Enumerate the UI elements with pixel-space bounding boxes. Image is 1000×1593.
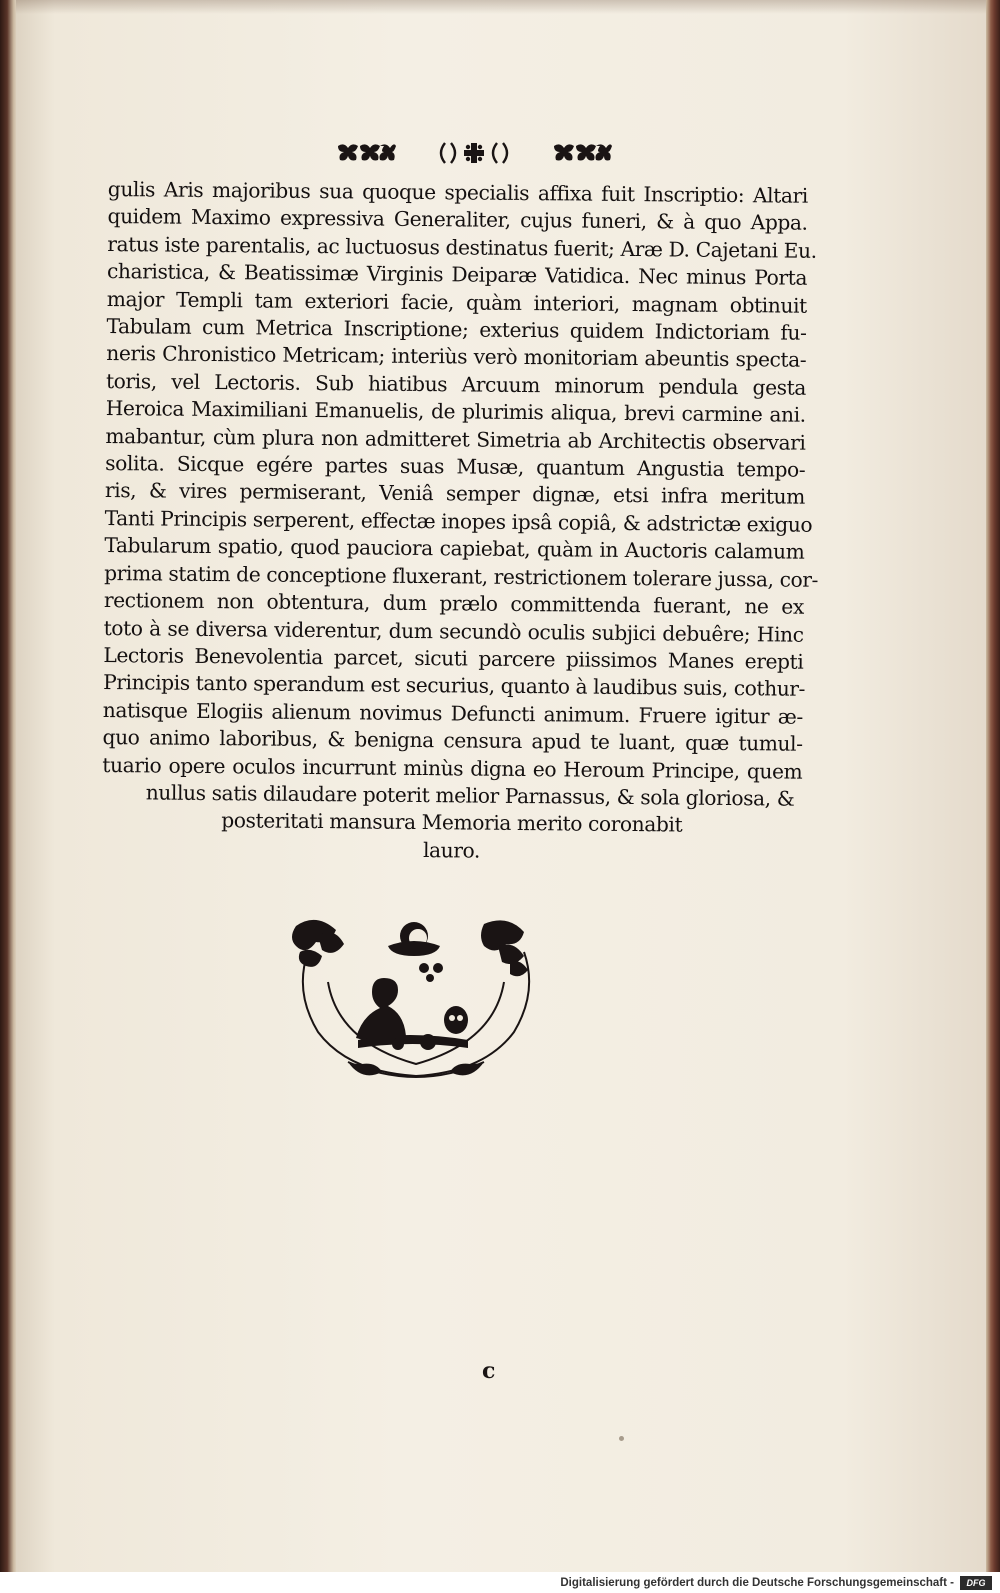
- text-line: toto à se diversa viderentur, dum secundò oculis subjici debuêre; Hinc: [103, 615, 804, 647]
- text-line: charistica, & Beatissimæ Virginis Deiparæ Vatidica. Nec minus Porta: [106, 259, 808, 290]
- text-line: toris, vel Lectoris. Sub hiatibus Arcuum minorum pendula gesta: [105, 368, 807, 400]
- body-text: [101, 176, 819, 868]
- paper-speck: [619, 1436, 624, 1441]
- footer-credit: Digitalisierung gefördert durch die Deutsche Forschungsgemeinschaft -: [560, 1576, 954, 1589]
- text-line: lauro.: [422, 837, 481, 863]
- text-line: major Templi tam exteriori facie, quàm interiori, magnam obtinuit: [106, 286, 807, 318]
- text-line: gulis Aris majoribus sua quoque specialis affixa fuit Inscriptio: Altari: [107, 176, 808, 208]
- text-line: ris, & vires permiserant, Veniâ semper dignæ, etsi infra meritum: [104, 478, 806, 510]
- text-line: mabantur, cùm plura non admitteret Simetria ab Architectis observari: [105, 423, 806, 455]
- woodcut-vignette-icon: [288, 912, 544, 1088]
- text-line: solita. Sicque egére partes suas Musæ, quantum Angustia tempo-: [105, 451, 806, 482]
- text-line: Tabularum spatio, quod pauciora capiebat, quàm in Auctoris calamum: [104, 533, 805, 564]
- text-line: ratus iste parentalis, ac luctuosus destinatus fuerit; Aræ D. Cajetani Eu.: [107, 231, 817, 263]
- text-line: Heroica Maximiliani Emanuelis, de plurimis aliqua, brevi carmine ani.: [105, 396, 806, 427]
- fleuron-left-icon: [334, 142, 398, 164]
- fleuron-right-icon: [550, 142, 614, 164]
- book-page: [16, 0, 988, 1572]
- text-line: rectionem non obtentura, dum prælo committenda fuerant, ne ex: [103, 588, 805, 619]
- text-line: posteritati mansura Memoria merito coronabit: [221, 808, 683, 837]
- dfg-logo-icon: DFG: [960, 1576, 992, 1590]
- text-line: quidem Maximo expressiva Generaliter, cujus funeri, & à quo Appa.: [107, 204, 808, 236]
- fleuron-cross-icon: [429, 140, 519, 166]
- page-shadow: [16, 0, 988, 14]
- book-fore-edge: [986, 0, 1000, 1572]
- text-line: prima statim de conceptione fluxerant, restrictionem tolerare jussa, cor-: [104, 560, 819, 592]
- signature-mark: c: [482, 1358, 496, 1384]
- text-line: quo animo laboribus, & benigna censura apud te luant, quæ tumul-: [102, 725, 803, 756]
- text-line: natisque Elogiis alienum novimus Defuncti animum. Fruere igitur æ-: [102, 697, 803, 729]
- header-fleuron-ornament: [334, 140, 614, 166]
- text-line: tuario opere oculos incurrunt minùs digna eo Heroum Principe, quem: [102, 752, 803, 784]
- text-line: neris Chronistico Metricam; interiùs verò monitoriam abeuntis specta-: [106, 341, 807, 373]
- text-line: Lectoris Benevolentia parcet, sicuti parcere piissimos Manes erepti: [103, 642, 804, 674]
- text-line: Principis tanto sperandum est securius, quanto à laudibus suis, cothur-: [103, 670, 806, 702]
- text-line: Tabulam cum Metrica Inscriptione; exterius quidem Indictoriam fu-: [106, 314, 807, 345]
- text-line: nullus satis dilaudare poterit melior Parnassus, & sola gloriosa, &: [145, 780, 795, 811]
- digitization-footer: [0, 1572, 1000, 1593]
- text-line: Tanti Principis serperent, effectæ inopes ipsâ copiâ, & adstrictæ exiguo: [104, 505, 813, 537]
